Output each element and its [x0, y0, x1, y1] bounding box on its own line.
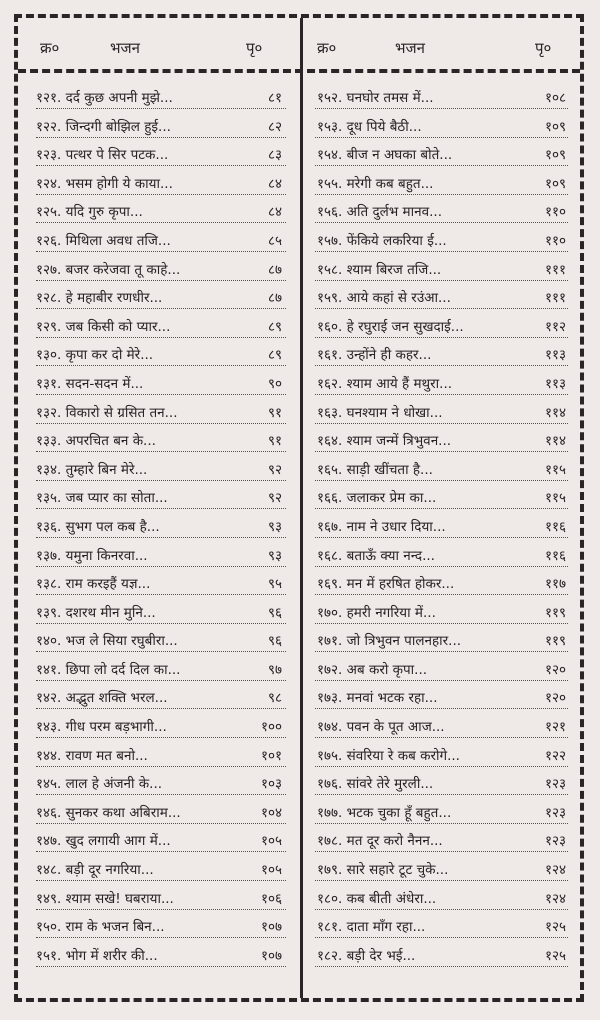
index-row	[18, 311, 300, 340]
page-number: ९३	[267, 547, 282, 564]
bhajan-title: १७५. संवरिया रे कब करोगे...	[317, 747, 460, 764]
bhajan-title: १२४. भसम होगी ये काया...	[36, 175, 173, 192]
bhajan-title: १६७. नाम ने उधार दिया...	[317, 518, 446, 535]
left-index-list	[18, 82, 300, 968]
index-row	[18, 511, 300, 540]
index-row	[18, 940, 300, 969]
page-number: १०९	[544, 175, 566, 192]
bhajan-title: १७३. मनवां भटक रहा...	[317, 690, 438, 707]
page-number: ८१	[267, 90, 282, 106]
bhajan-title: १७०. हमरी नगरिया में...	[317, 604, 436, 621]
bhajan-title: १२७. बजर करेजवा तू काहे...	[36, 261, 181, 278]
bhajan-title: १२१. दर्द कुछ अपनी मुझे...	[36, 90, 173, 106]
right-index-list	[303, 82, 580, 968]
index-row	[303, 740, 580, 769]
index-row	[18, 797, 300, 826]
index-row	[18, 254, 300, 283]
page-number: १०९	[544, 147, 566, 164]
bhajan-title: १४२. अद्भुत शक्ति भरल...	[36, 690, 168, 707]
bhajan-title: १३१. सदन-सदन में...	[36, 375, 144, 392]
left-column	[18, 18, 300, 964]
index-row	[303, 482, 580, 511]
bhajan-title: १६१. उन्होंने ही कहर...	[317, 347, 432, 364]
index-row	[303, 254, 580, 283]
page-number: ८३	[267, 147, 282, 164]
right-column-header	[303, 18, 580, 69]
bhajan-title: १३९. दशरथ मीन मुनि...	[36, 604, 156, 621]
page-number: १२३	[544, 804, 566, 821]
index-row	[303, 825, 580, 854]
index-row	[303, 625, 580, 654]
page-number: १२१	[544, 719, 566, 736]
bhajan-title: १४७. खुद लगायी आग में...	[36, 833, 171, 850]
index-row	[18, 482, 300, 511]
bhajan-title: १३३. अपरचित बन के...	[36, 433, 156, 450]
index-row	[18, 568, 300, 597]
page-number: १०६	[260, 890, 282, 907]
page-number: ११९	[544, 604, 566, 621]
index-row	[303, 139, 580, 168]
page-number: ९८	[267, 690, 282, 707]
bhajan-title: १५९. आये कहां से रउंआ...	[317, 290, 451, 307]
index-row	[303, 568, 580, 597]
page-number: ११४	[544, 404, 566, 421]
index-row	[303, 282, 580, 311]
index-row	[303, 82, 580, 111]
index-row	[303, 339, 580, 368]
header-divider	[18, 69, 580, 73]
bhajan-title: १४५. लाल हे अंजनी के...	[36, 776, 163, 793]
index-row	[303, 797, 580, 826]
page-number: १२४	[544, 890, 566, 907]
bhajan-title: १६३. घनश्याम ने धोखा...	[317, 404, 443, 421]
index-row	[303, 768, 580, 797]
bhajan-title: १३५. जब प्यार का सोता...	[36, 490, 168, 507]
bhajan-title: १४९. श्याम सखे! घबराया...	[36, 890, 174, 907]
page-number: ९१	[267, 433, 282, 450]
index-row	[18, 854, 300, 883]
index-row	[303, 940, 580, 969]
bhajan-title: १२२. जिन्दगी बोझिल हुई...	[36, 118, 171, 135]
page-number: ११६	[544, 547, 566, 564]
index-row	[18, 768, 300, 797]
index-row	[18, 339, 300, 368]
bhajan-title: १२५. यदि गुरु कृपा...	[36, 204, 143, 221]
bhajan-title: १३२. विकारो से ग्रसित तन...	[36, 404, 178, 421]
index-row	[18, 654, 300, 683]
serial-header: क्र०	[40, 39, 60, 57]
page-number: १०७	[260, 919, 282, 936]
page-number: ११७	[544, 576, 566, 593]
bhajan-title: १२८. हे महाबीर रणधीर...	[36, 290, 163, 307]
page-number: १०५	[260, 833, 282, 850]
index-row	[18, 397, 300, 426]
bhajan-title: १७६. सांवरे तेरे मुरली...	[317, 776, 434, 793]
bhajan-title: १५२. घनघोर तमस में...	[317, 90, 434, 106]
index-row	[303, 682, 580, 711]
index-row	[18, 196, 300, 225]
page-number: ९६	[267, 604, 282, 621]
page-number: १२३	[544, 833, 566, 850]
index-row	[303, 397, 580, 426]
bhajan-title: १६५. साड़ी खींचता है...	[317, 461, 433, 478]
index-row	[303, 911, 580, 940]
page-number: ९२	[267, 461, 282, 478]
bhajan-title: १४६. सुनकर कथा अबिराम...	[36, 804, 181, 821]
bhajan-title: १४३. गीध परम बड़भागी...	[36, 719, 167, 736]
page-number: १२०	[544, 690, 566, 707]
index-row	[18, 740, 300, 769]
page-number: १२३	[544, 776, 566, 793]
index-row	[303, 511, 580, 540]
index-row	[18, 883, 300, 912]
page-header: पृ०	[535, 39, 552, 57]
serial-header: क्र०	[317, 39, 337, 57]
page-number: ८२	[267, 118, 282, 135]
page-number: ८९	[267, 318, 282, 335]
page-number: ११३	[544, 347, 566, 364]
bhajan-title: १४०. भज ले सिया रघुबीरा...	[36, 633, 178, 650]
index-row	[18, 82, 300, 111]
bhajan-title: १५४. बीज न अघका बोते...	[317, 147, 453, 164]
index-row	[303, 311, 580, 340]
page-number: १२०	[544, 661, 566, 678]
bhajan-title: १४४. रावण मत बनो...	[36, 747, 148, 764]
bhajan-title: १२३. पत्थर पे सिर पटक...	[36, 147, 169, 164]
index-row	[18, 282, 300, 311]
index-row	[18, 825, 300, 854]
page-number: ९६	[267, 633, 282, 650]
index-row	[303, 454, 580, 483]
page-number: १०४	[260, 804, 282, 821]
index-row	[303, 368, 580, 397]
right-column	[303, 18, 580, 964]
page-number: १०८	[544, 90, 566, 106]
bhajan-title: १७१. जो त्रिभुवन पालनहार...	[317, 633, 462, 650]
bhajan-title: १६२. श्याम आये हैं मथुरा...	[317, 375, 453, 392]
page-number: ११०	[544, 232, 566, 249]
page-number: १२५	[544, 947, 566, 964]
left-column-header	[18, 18, 300, 69]
bhajan-title: १६८. बताऊँ क्या नन्द...	[317, 547, 435, 564]
bhajan-title: १८१. दाता माँग रहा...	[317, 919, 426, 936]
bhajan-title: १५७. फेंकिये लकरिया ई...	[317, 232, 447, 249]
page-number: ८७	[267, 290, 282, 307]
bhajan-title: १३७. यमुना किनरवा...	[36, 547, 148, 564]
index-row	[303, 111, 580, 140]
page-number: १०३	[260, 776, 282, 793]
page-number: ९५	[267, 576, 282, 593]
bhajan-title: १४१. छिपा लो दर्द दिल का...	[36, 661, 181, 678]
page-number: ११५	[544, 490, 566, 507]
bhajan-title: १२६. मिथिला अवध तजि...	[36, 232, 171, 249]
bhajan-title: १५३. दूध पिये बैठी...	[317, 118, 422, 135]
index-row	[303, 711, 580, 740]
page-number: १०१	[260, 747, 282, 764]
bhajan-title: १७७. भटक चुका हूँ बहुत...	[317, 804, 452, 821]
page-number: ८५	[267, 232, 282, 249]
page-number: ११२	[544, 318, 566, 335]
bhajan-title: १५५. मरेगी कब बहुत...	[317, 175, 434, 192]
index-row	[18, 597, 300, 626]
bhajan-header: भजन	[110, 39, 141, 57]
index-row	[18, 911, 300, 940]
bhajan-title: १७९. सारे सहारे टूट चुके...	[317, 862, 449, 879]
bhajan-title: १५१. भोग में शरीर की...	[36, 947, 158, 964]
index-row	[18, 225, 300, 254]
page-header: पृ०	[246, 39, 263, 57]
page-number: ११०	[544, 204, 566, 221]
index-row	[18, 540, 300, 569]
index-row	[18, 625, 300, 654]
page-number: ११४	[544, 433, 566, 450]
page-number: १२५	[544, 919, 566, 936]
index-row	[303, 654, 580, 683]
bhajan-title: १३६. सुभग पल कब है...	[36, 518, 160, 535]
bhajan-title: १६०. हे रघुराई जन सुखदाई...	[317, 318, 464, 335]
index-row	[18, 139, 300, 168]
bhajan-title: १६६. जलाकर प्रेम का...	[317, 490, 437, 507]
bhajan-title: १३०. कृपा कर दो मेरे...	[36, 347, 154, 364]
page-number: १११	[544, 290, 566, 307]
bhajan-title: १५६. अति दुर्लभ मानव...	[317, 204, 442, 221]
index-row	[303, 196, 580, 225]
index-row	[18, 368, 300, 397]
page-number: ८७	[267, 261, 282, 278]
index-row	[303, 854, 580, 883]
index-row	[303, 225, 580, 254]
index-row	[18, 425, 300, 454]
page-number: ११९	[544, 633, 566, 650]
bhajan-title: १३८. राम करइहैं यज्ञ...	[36, 576, 151, 593]
page-number: ९३	[267, 518, 282, 535]
page-number: ११३	[544, 375, 566, 392]
index-row	[303, 540, 580, 569]
index-row	[303, 597, 580, 626]
bhajan-title: १७८. मत दूर करो नैनन...	[317, 833, 443, 850]
bhajan-title: १६४. श्याम जन्में त्रिभुवन...	[317, 433, 452, 450]
page-number: १०९	[544, 118, 566, 135]
page-number: १२४	[544, 862, 566, 879]
index-row	[303, 168, 580, 197]
page-number: ९०	[267, 375, 282, 392]
index-row	[18, 711, 300, 740]
bhajan-title: १६९. मन में हरषित होकर...	[317, 576, 455, 593]
index-row	[303, 425, 580, 454]
bhajan-header: भजन	[395, 39, 426, 57]
page-number: १२२	[544, 747, 566, 764]
index-row	[18, 168, 300, 197]
page-number: ९७	[267, 661, 282, 678]
page-number: ८९	[267, 347, 282, 364]
page-number: ८४	[267, 175, 282, 192]
index-row	[18, 682, 300, 711]
bhajan-title: १५८. श्याम बिरज तजि...	[317, 261, 442, 278]
bhajan-title: १८२. बड़ी देर भई...	[317, 947, 416, 964]
bhajan-title: १३४. तुम्हारे बिन मेरे...	[36, 461, 148, 478]
page-number: १००	[260, 719, 282, 736]
page-number: १०७	[260, 947, 282, 964]
page-number: ११५	[544, 461, 566, 478]
page-number: १०५	[260, 862, 282, 879]
bhajan-title: १२९. जब किसी को प्यार...	[36, 318, 171, 335]
page-number: ११६	[544, 518, 566, 535]
bhajan-title: १५०. राम के भजन बिन...	[36, 919, 165, 936]
index-row	[303, 883, 580, 912]
index-row	[18, 111, 300, 140]
bhajan-title: १७४. पवन के पूत आज...	[317, 719, 445, 736]
page-number: ८४	[267, 204, 282, 221]
index-row	[18, 454, 300, 483]
bhajan-title: १८०. कब बीती अंधेरा...	[317, 890, 437, 907]
page-number: १११	[544, 261, 566, 278]
page-number: ९२	[267, 490, 282, 507]
bhajan-title: १७२. अब करो कृपा...	[317, 661, 428, 678]
page-number: ९१	[267, 404, 282, 421]
bhajan-title: १४८. बड़ी दूर नगरिया...	[36, 862, 154, 879]
